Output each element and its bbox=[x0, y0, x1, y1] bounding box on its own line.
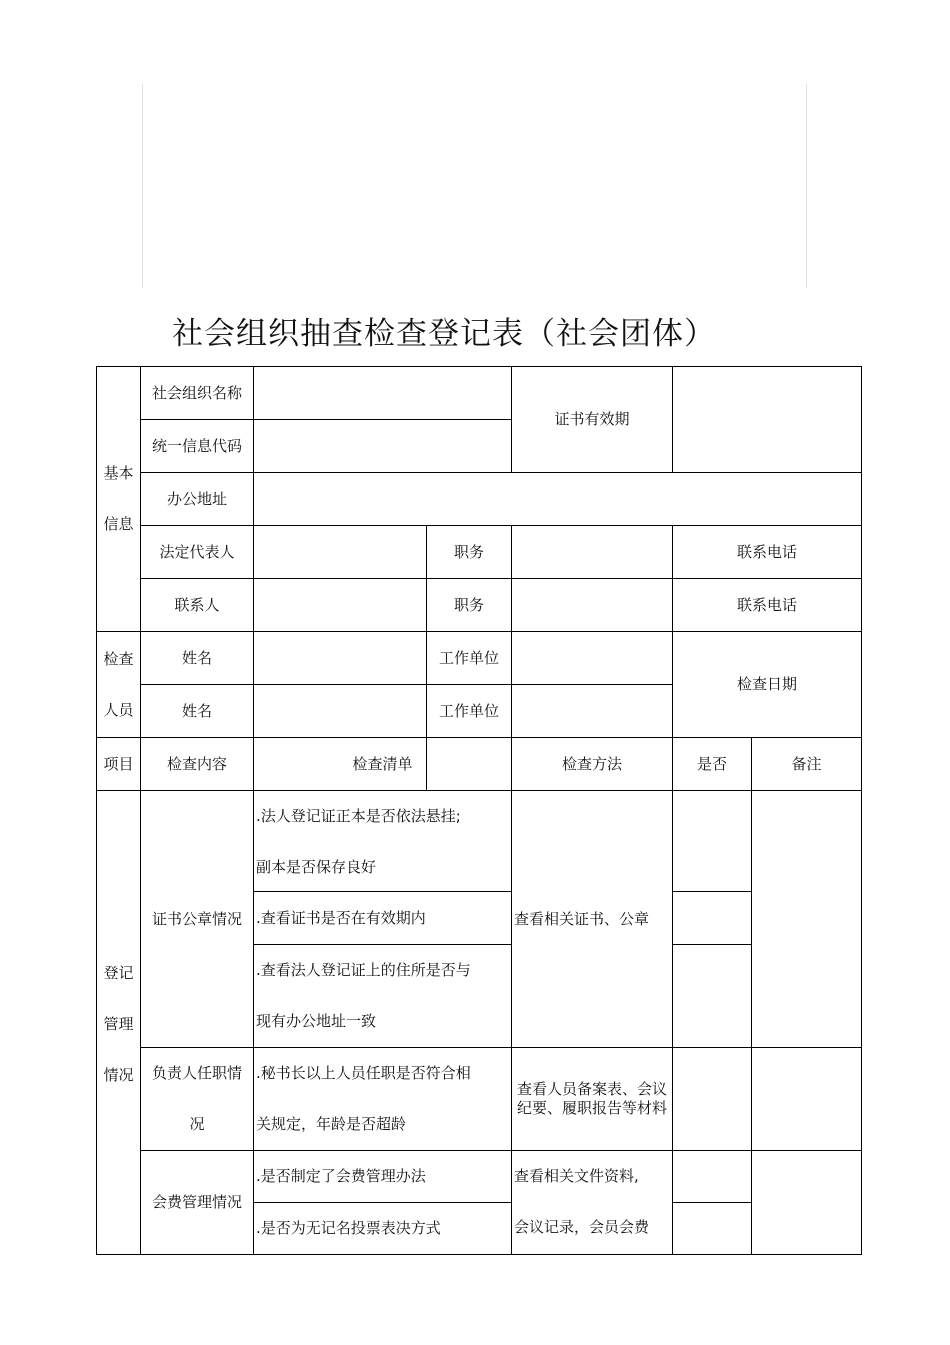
legal-rep-field[interactable] bbox=[254, 526, 426, 578]
frame-line-right bbox=[806, 84, 807, 288]
leader-item: .秘书长以上人员任职是否符合相 关规定，年龄是否超龄 bbox=[256, 1064, 471, 1133]
org-name-field[interactable] bbox=[254, 367, 511, 419]
cert-seal-yes-no-1[interactable] bbox=[673, 791, 751, 891]
header-remark: 备注 bbox=[791, 754, 822, 773]
inspector2-name-field[interactable] bbox=[254, 685, 426, 737]
header-content: 检查内容 bbox=[166, 754, 227, 773]
header-checklist: 检查清单 bbox=[352, 754, 413, 773]
fee-method: 查看相关文件资料, 会议记录，会员会费 bbox=[514, 1167, 650, 1236]
fee-remark[interactable] bbox=[752, 1151, 861, 1254]
credit-code-label: 统一信息代码 bbox=[151, 436, 242, 455]
inspector1-name-field[interactable] bbox=[254, 632, 426, 684]
registration-section-label: 登记 管理 情况 bbox=[103, 964, 134, 1084]
cert-seal-item-3: .查看法人登记证上的住所是否与 现有办公地址一致 bbox=[256, 961, 471, 1030]
header-item: 项目 bbox=[103, 754, 134, 773]
contact-position-label: 职务 bbox=[453, 595, 484, 614]
credit-code-field[interactable] bbox=[254, 420, 511, 472]
inspect-date-label: 检查日期 bbox=[736, 675, 797, 693]
fee-item-1: .是否制定了会费管理办法 bbox=[256, 1167, 426, 1185]
inspector2-unit-label: 工作单位 bbox=[438, 701, 499, 720]
contact-position-field[interactable] bbox=[512, 579, 672, 631]
cert-seal-item-1: .法人登记证正本是否依法悬挂; 副本是否保存良好 bbox=[256, 807, 461, 876]
header-method: 检查方法 bbox=[561, 754, 622, 773]
cert-seal-yes-no-3[interactable] bbox=[673, 945, 751, 1047]
frame-line-left bbox=[142, 84, 143, 288]
cert-validity-field[interactable] bbox=[673, 367, 861, 472]
inspector1-unit-field[interactable] bbox=[512, 632, 672, 684]
grid-line bbox=[861, 366, 862, 1255]
inspector2-name-label: 姓名 bbox=[181, 701, 212, 720]
cert-seal-item-2: .查看证书是否在有效期内 bbox=[256, 908, 426, 927]
leader-yes-no[interactable] bbox=[673, 1048, 751, 1150]
cert-seal-content: 证书公章情况 bbox=[151, 909, 242, 928]
legal-rep-phone-label: 联系电话 bbox=[736, 542, 797, 561]
inspectors-section-label: 检查 人员 bbox=[103, 649, 134, 719]
cert-validity-label: 证书有效期 bbox=[554, 410, 630, 428]
fee-yes-no-2[interactable] bbox=[673, 1203, 751, 1254]
office-address-field[interactable] bbox=[254, 473, 861, 525]
grid-line bbox=[96, 1254, 862, 1255]
contact-label: 联系人 bbox=[174, 595, 220, 614]
inspector1-name-label: 姓名 bbox=[181, 648, 212, 667]
leader-content: 负责人任职情 况 bbox=[151, 1064, 242, 1133]
header-yes-no: 是否 bbox=[696, 754, 727, 773]
contact-field[interactable] bbox=[254, 579, 426, 631]
cert-seal-yes-no-2[interactable] bbox=[673, 892, 751, 944]
page-title: 社会组织抽查检查登记表（社会团体） bbox=[172, 316, 716, 352]
fee-yes-no-1[interactable] bbox=[673, 1151, 751, 1202]
cert-seal-remark[interactable] bbox=[752, 791, 861, 1047]
office-address-label: 办公地址 bbox=[166, 489, 227, 508]
fee-item-2: .是否为无记名投票表决方式 bbox=[256, 1219, 441, 1237]
basic-info-section-label: 基本 信息 bbox=[103, 464, 134, 533]
legal-rep-position-field[interactable] bbox=[512, 526, 672, 578]
leader-remark[interactable] bbox=[752, 1048, 861, 1150]
legal-rep-position-label: 职务 bbox=[453, 542, 484, 561]
fee-content: 会费管理情况 bbox=[151, 1193, 242, 1211]
cert-seal-method: 查看相关证书、公章 bbox=[514, 909, 650, 928]
org-name-label: 社会组织名称 bbox=[151, 383, 242, 402]
inspector2-unit-field[interactable] bbox=[512, 685, 672, 737]
leader-method: 查看人员备案表、会议纪要、履职报告等材料 bbox=[516, 1080, 667, 1117]
legal-rep-label: 法定代表人 bbox=[159, 542, 235, 561]
inspector1-unit-label: 工作单位 bbox=[438, 648, 499, 667]
contact-phone-label: 联系电话 bbox=[736, 595, 797, 614]
